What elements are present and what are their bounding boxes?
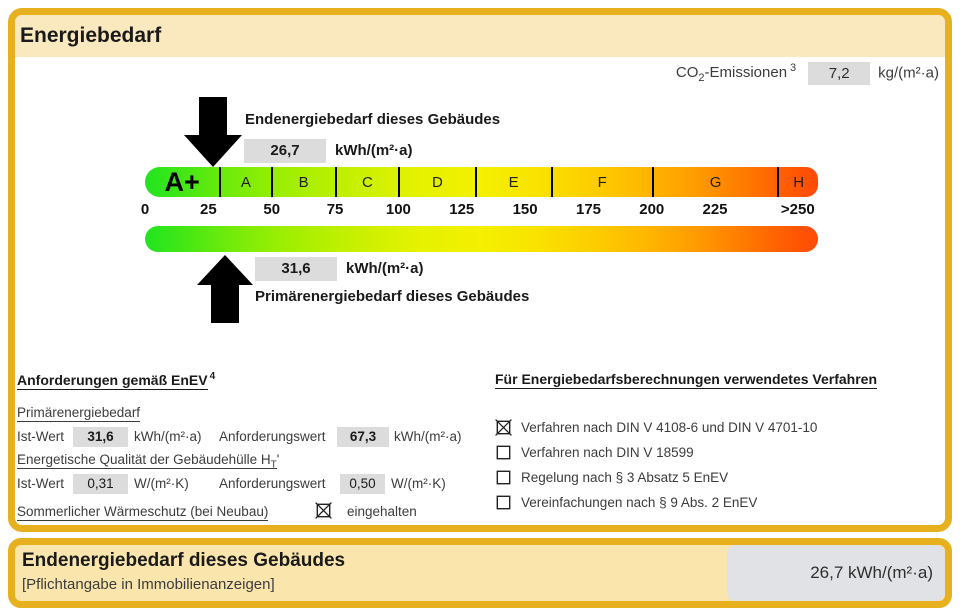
footer-panel: [8, 538, 952, 608]
co2-label: $CO_2$-Emissionen $^3$: [675, 62, 797, 85]
method-option-label: Verfahren nach DIN V 4108-6 und DIN V 4701-10: [521, 420, 818, 435]
scale-tick: 200: [639, 201, 665, 218]
method-option: [495, 490, 817, 515]
scale-class-c: C: [337, 167, 401, 197]
scale-classes: [145, 167, 818, 197]
footer-subtitle: [Pflichtangabe in Immobilienanzeigen]: [22, 576, 275, 593]
unchecked-checkbox-icon[interactable]: [495, 444, 512, 461]
primary-demand-unit: kWh/(m²·a): [346, 260, 424, 277]
method-option: [495, 415, 817, 440]
end-demand-label: Endenergiebedarf dieses Gebäudes: [245, 111, 501, 128]
method-option-label: Vereinfachungen nach § 9 Abs. 2 EnEV: [521, 495, 758, 510]
scale-tick: 125: [449, 201, 475, 218]
summer-checkbox-slot: [315, 502, 332, 519]
primary-req-unit: kWh/(m²·a): [394, 429, 462, 444]
footer-value-box: 26,7 kWh/(m²·a): [727, 545, 945, 601]
ist-wert-label: Ist-Wert: [17, 476, 64, 491]
scale-tick: 0: [140, 201, 150, 218]
scale-tick: 225: [702, 201, 728, 218]
anforderungswert-label: Anforderungswert: [219, 429, 326, 444]
scale-tick: 50: [263, 201, 281, 218]
co2-unit: kg/(m²·a): [878, 64, 939, 82]
primary-ist-value-chip: 31,6: [73, 427, 128, 447]
end-demand-arrow-icon: [184, 97, 242, 167]
method-heading: Für Energiebedarfsberechnungen verwendetes Verfahren: [495, 371, 878, 387]
panel-title-bar: [15, 15, 945, 57]
checked-checkbox-icon[interactable]: [495, 419, 512, 436]
primary-requirement-row: [17, 427, 487, 449]
method-option-label: Verfahren nach DIN V 18599: [521, 445, 694, 460]
energy-demand-panel: [8, 8, 952, 532]
envelope-req-unit: W/(m²·K): [391, 476, 446, 491]
summer-heat-protection-row: Sommerlicher Wärmeschutz (bei Neubau) eingehalten: [17, 504, 417, 519]
page-title: Energiebedarf: [20, 24, 162, 47]
scale-class-f: F: [553, 167, 654, 197]
ist-wert-label: Ist-Wert: [17, 429, 64, 444]
checked-checkbox-icon[interactable]: [315, 502, 332, 519]
scale-gradient-bar: [145, 226, 818, 252]
envelope-quality-row: [17, 474, 487, 496]
co2-emissions-row: [676, 62, 939, 85]
co2-value-chip: 7,2: [808, 62, 870, 85]
co2-footnote: 3: [790, 62, 797, 75]
primary-demand-label: Primärenergiebedarf dieses Gebäudes: [255, 288, 530, 305]
primary-demand-arrow-icon: [197, 255, 253, 323]
primary-req-value-chip: 67,3: [337, 427, 389, 447]
scale-tick: 75: [326, 201, 344, 218]
footer-text-block: [22, 550, 345, 593]
method-option: [495, 440, 817, 465]
energy-scale: [140, 97, 818, 332]
scale-class-d: D: [400, 167, 476, 197]
scale-tick: 100: [385, 201, 411, 218]
scale-tick: 150: [512, 201, 538, 218]
method-option: [495, 465, 817, 490]
primary-ist-unit: kWh/(m²·a): [134, 429, 202, 444]
footer-title: Endenergiebedarf dieses Gebäudes: [22, 550, 346, 571]
end-demand-value-chip: 26,7: [244, 139, 326, 163]
scale-class-b: B: [273, 167, 337, 197]
scale-tick: 25: [199, 201, 217, 218]
scale-tick: >250: [780, 201, 815, 218]
envelope-req-value-chip: 0,50: [340, 474, 385, 494]
summer-checked-label: eingehalten: [347, 504, 417, 519]
scale-class-aplus: A+: [145, 167, 221, 197]
requirements-heading: Anforderungen gemäß EnEV $^4$: [17, 371, 216, 388]
scale-ticks: [140, 201, 818, 221]
primary-requirement-heading: Primärenergiebedarf: [17, 405, 141, 420]
scale-class-e: E: [477, 167, 553, 197]
envelope-ist-value-chip: 0,31: [73, 474, 128, 494]
envelope-quality-heading: Energetische Qualität der Gebäudehülle $H_T'$: [17, 452, 280, 471]
scale-class-g: G: [654, 167, 780, 197]
method-option-label: Regelung nach § 3 Absatz 5 EnEV: [521, 470, 729, 485]
scale-tick: 175: [575, 201, 602, 218]
method-options: [495, 415, 817, 515]
end-demand-unit: kWh/(m²·a): [335, 142, 413, 159]
unchecked-checkbox-icon[interactable]: [495, 494, 512, 511]
envelope-ist-unit: W/(m²·K): [134, 476, 189, 491]
scale-class-a: A: [221, 167, 272, 197]
anforderungswert-label: Anforderungswert: [219, 476, 326, 491]
unchecked-checkbox-icon[interactable]: [495, 469, 512, 486]
primary-demand-value-chip: 31,6: [255, 257, 337, 281]
scale-class-h: H: [793, 173, 805, 191]
